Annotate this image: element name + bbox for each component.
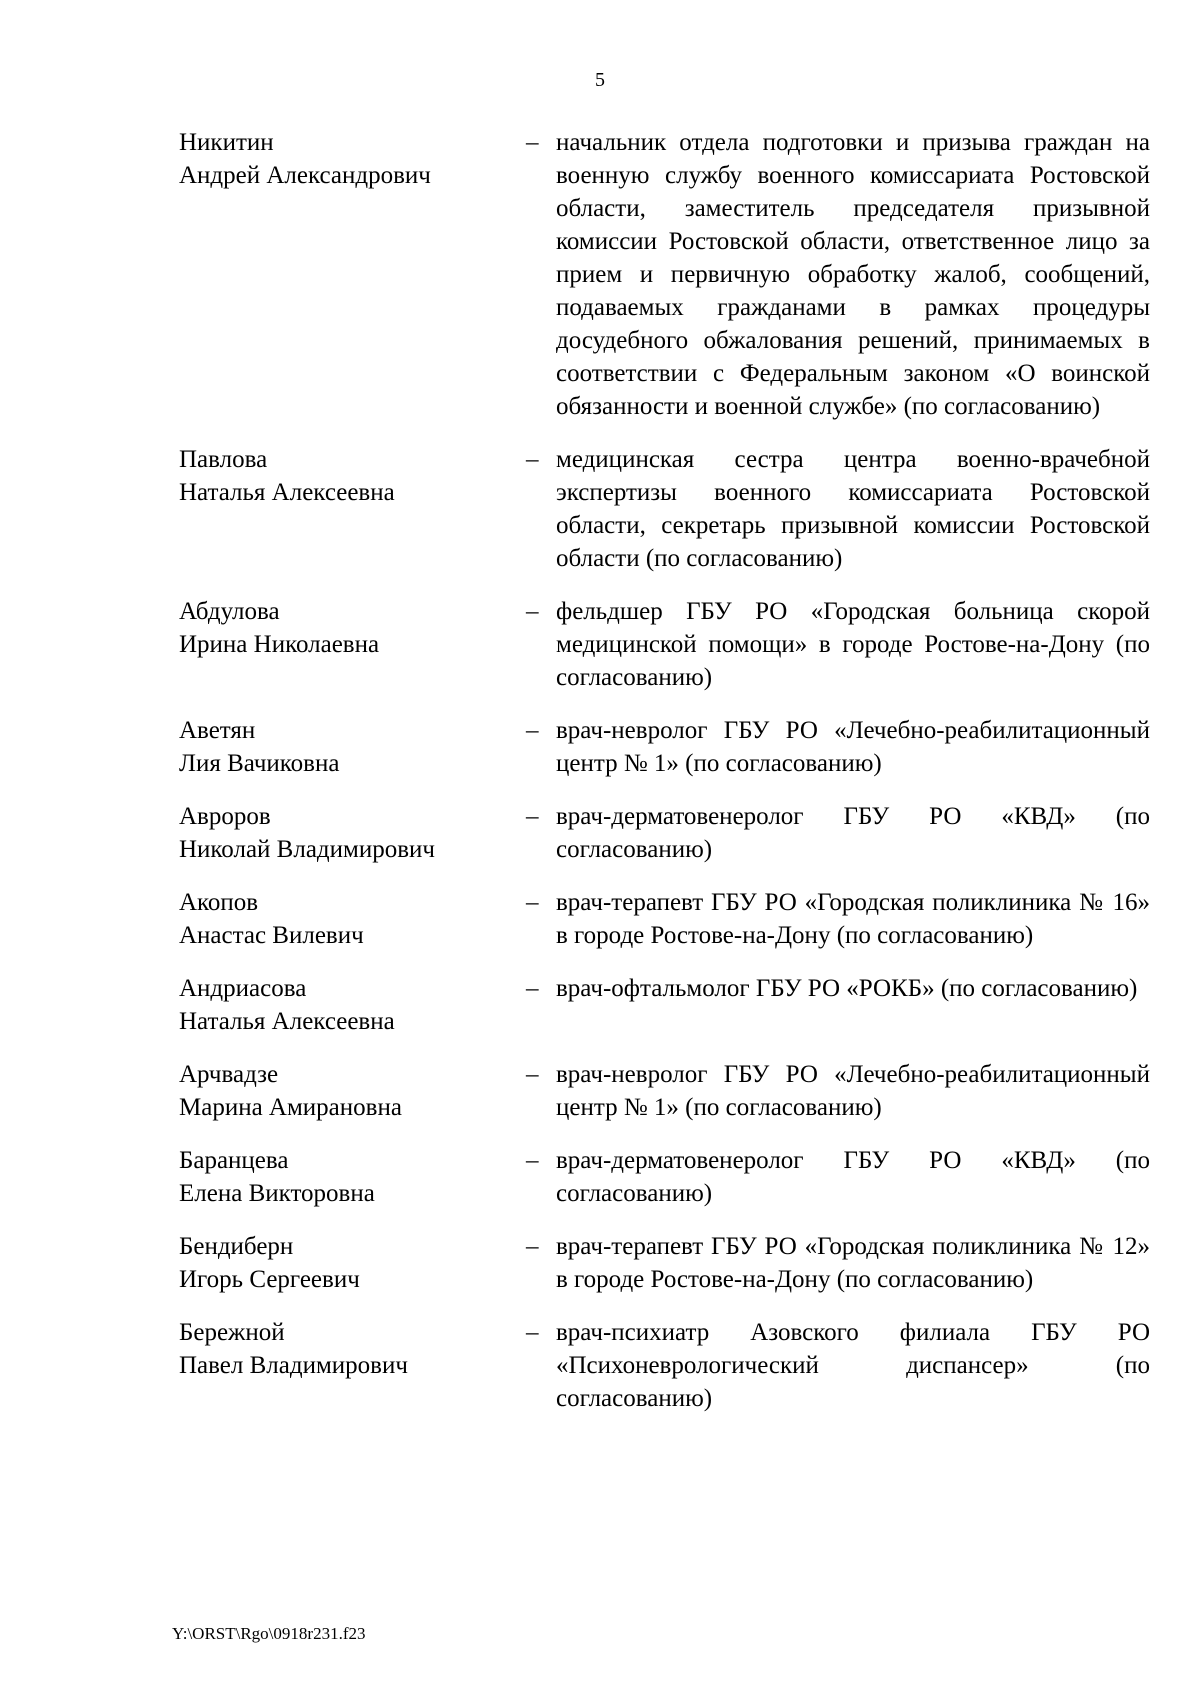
list-item [0,595,1200,694]
member-role: врач-невролог ГБУ РО «Лечебно-реабилитационный центр № 1» (по согласованию) [556,717,1150,777]
footer-file-path: Y:\ORST\Rgo\0918r231.f23 [172,1624,366,1643]
member-surname: Авроров [179,803,271,830]
member-role: врач-дерматовенеролог ГБУ РО «КВД» (по согласованию) [556,1147,1150,1207]
member-given-names: Елена Викторовна [179,1180,375,1207]
list-item [0,972,1200,1038]
separator-dash: – [526,717,539,744]
separator-dash: – [526,598,539,625]
separator-dash: – [526,1147,539,1174]
separator-dash: – [526,1233,539,1260]
member-surname: Баранцева [179,1147,289,1174]
separator-dash: – [526,446,539,473]
member-role: медицинская сестра центра военно-врачебной экспертизы военного комиссариата Ростовской области, секретарь призывной комиссии Ростовской области (по согласованию) [556,446,1150,572]
page-number: 5 [595,69,605,91]
member-name [179,1058,509,1124]
member-name [179,800,509,866]
member-name [179,126,509,192]
member-surname: Андриасова [179,975,307,1002]
member-given-names: Марина Амирановна [179,1094,402,1121]
member-role: врач-офтальмолог ГБУ РО «РОКБ» (по согласованию) [556,975,1138,1002]
separator-dash: – [526,803,539,830]
member-role: врач-дерматовенеролог ГБУ РО «КВД» (по согласованию) [556,803,1150,863]
separator-dash: – [526,889,539,916]
member-surname: Аветян [179,717,256,744]
separator-dash: – [526,1061,539,1088]
member-name [179,714,509,780]
list-item [0,1230,1200,1296]
list-item [0,1058,1200,1124]
member-role: врач-психиатр Азовского филиала ГБУ РО «Психоневрологический диспансер» (по согласованию) [556,1319,1150,1412]
member-surname: Никитин [179,129,274,156]
member-role: врач-терапевт ГБУ РО «Городская поликлиника № 16» в городе Ростове-на-Дону (по согласованию) [556,889,1150,949]
list-item [0,714,1200,780]
member-given-names: Лия Вачиковна [179,750,340,777]
member-surname: Акопов [179,889,259,916]
separator-dash: – [526,129,539,156]
commission-members-list [0,126,1200,1435]
member-surname: Бережной [179,1319,285,1346]
member-given-names: Николай Владимирович [179,836,435,863]
member-name [179,1316,509,1382]
member-surname: Бендиберн [179,1233,294,1260]
member-name [179,1230,509,1296]
member-given-names: Игорь Сергеевич [179,1266,360,1293]
member-role: врач-невролог ГБУ РО «Лечебно-реабилитационный центр № 1» (по согласованию) [556,1061,1150,1121]
member-given-names: Наталья Алексеевна [179,479,395,506]
list-item [0,800,1200,866]
member-name [179,886,509,952]
member-given-names: Анастас Вилевич [179,922,364,949]
list-item [0,1144,1200,1210]
list-item [0,126,1200,423]
member-role: начальник отдела подготовки и призыва граждан на военную службу военного комиссариата Ростовской области, заместитель председателя призывной комиссии Ростовской области, ответственное лицо за прием и первичную обработку жалоб, сообщений, подаваемых гражданами в рамках процедуры досудебного обжалования решений, принимаемых в соответствии с Федеральным законом «О воинской обязанности и военной службе» (по согласованию) [556,129,1150,420]
member-surname: Арчвадзе [179,1061,279,1088]
member-name [179,972,509,1038]
member-surname: Абдулова [179,598,280,625]
list-item [0,886,1200,952]
separator-dash: – [526,975,539,1002]
member-given-names: Наталья Алексеевна [179,1008,395,1035]
member-given-names: Ирина Николаевна [179,631,380,658]
list-item [0,443,1200,575]
member-given-names: Андрей Александрович [179,162,431,189]
member-name [179,595,509,661]
member-name [179,443,509,509]
member-name [179,1144,509,1210]
member-surname: Павлова [179,446,268,473]
member-role: фельдшер ГБУ РО «Городская больница скорой медицинской помощи» в городе Ростове-на-Дону (по согласованию) [556,598,1150,691]
separator-dash: – [526,1319,539,1346]
list-item [0,1316,1200,1415]
member-role: врач-терапевт ГБУ РО «Городская поликлиника № 12» в городе Ростове-на-Дону (по согласованию) [556,1233,1150,1293]
member-given-names: Павел Владимирович [179,1352,408,1379]
